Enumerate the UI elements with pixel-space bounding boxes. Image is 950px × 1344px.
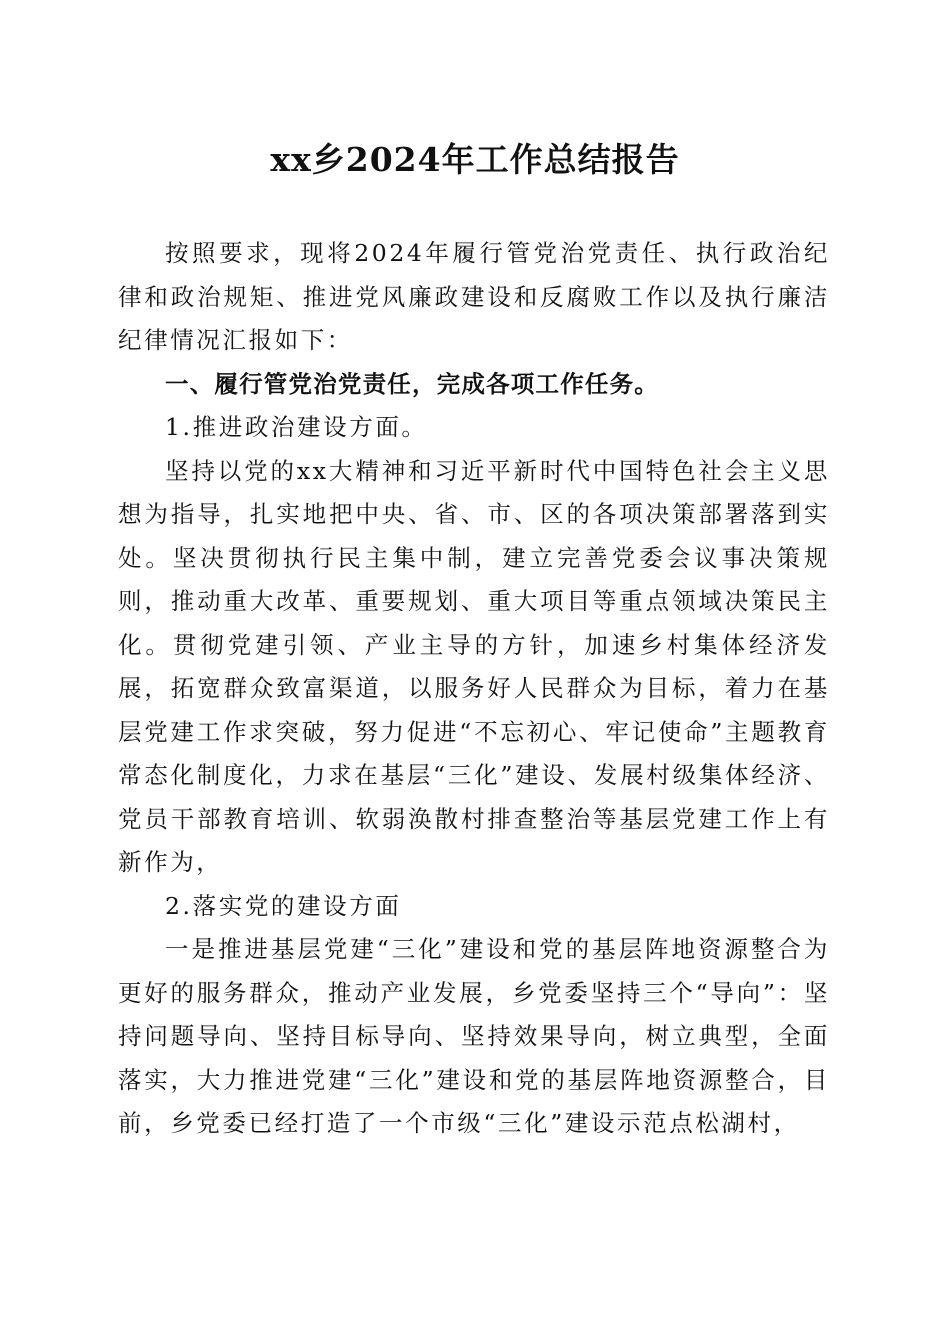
section-heading: 一、履行管党治党责任，完成各项工作任务。 bbox=[165, 369, 659, 398]
intro-paragraph: 按照要求，现将2024年履行管党治党责任、执行政治纪律和政治规矩、推进党风廉政建设和反腐败工作以及执行廉洁纪律情况汇报如下： bbox=[118, 239, 830, 354]
body-paragraph: 坚持以党的xx大精神和习近平新时代中国特色社会主义思想为指导，扎实地把中央、省、市、区的各项决策部署落到实处。坚决贯彻执行民主集中制，建立完善党委会议事决策规则，推动重大改革、重要规划、重大项目等重点领域决策民主化。贯彻党建引领、产业主导的方针，加速乡村集体经济发展，拓宽群众致富渠道，以服务好人民群众为目标，着力在基层党建工作求突破，努力促进“不忘初心、牢记使命”主题教育常态化制度化，力求在基层“三化”建设、发展村级集体经济、党员干部教育培训、软弱涣散村排查整治等基层党建工作上有新作为， bbox=[118, 456, 830, 876]
subsection-heading: 2.落实党的建设方面 bbox=[165, 891, 402, 920]
subsection-heading: 1.推进政治建设方面。 bbox=[165, 413, 428, 441]
body-paragraph: 一是推进基层党建“三化”建设和党的基层阵地资源整合为更好的服务群众，推动产业发展，乡党委坚持三个“导向”：坚持问题导向、坚持目标导向、坚持效果导向，树立典型，全面落实，大力推进党建“三化”建设和党的基层阵地资源整合，目前，乡党委已经打造了一个市级“三化”建设示范点松湖村， bbox=[118, 935, 830, 1137]
document-body bbox=[118, 232, 830, 1146]
document-title: xx乡2024年工作总结报告 bbox=[270, 140, 680, 179]
